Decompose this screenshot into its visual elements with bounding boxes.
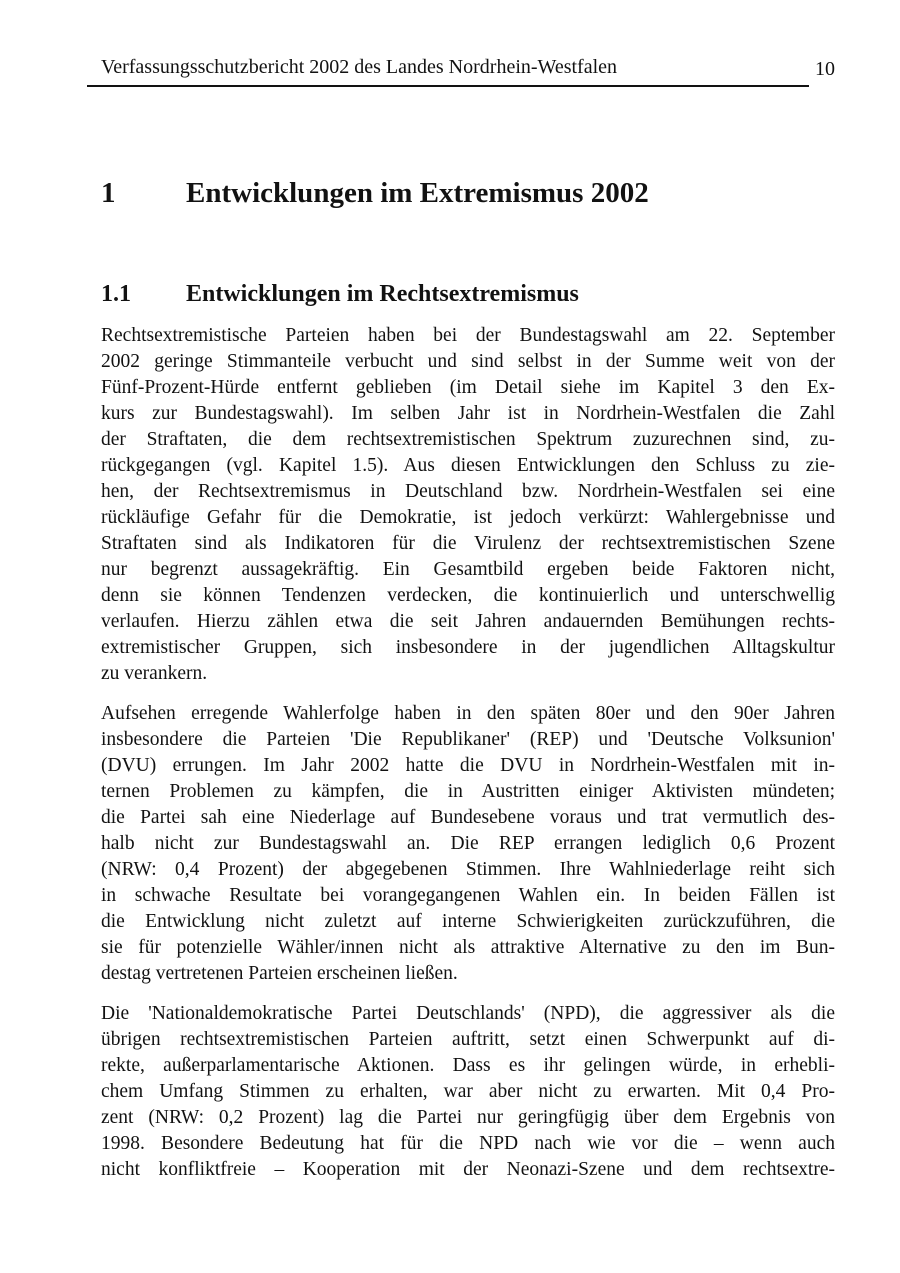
text-line: ternen Problemen zu kämpfen, die in Austritten einiger Aktivisten mündeten; <box>101 781 835 802</box>
text-line: rekte, außerparlamentarische Aktionen. Dass es ihr gelingen würde, in erhebli- <box>101 1055 835 1076</box>
text-line: Die 'Nationaldemokratische Partei Deutschlands' (NPD), die aggressiver als die <box>101 1003 835 1024</box>
text-line: sie für potenzielle Wähler/innen nicht als attraktive Alternative zu den im Bun- <box>101 937 835 958</box>
text-line: destag vertretenen Parteien erscheinen ließen. <box>101 963 458 984</box>
chapter-heading <box>101 175 835 211</box>
chapter-number: 1 <box>101 177 116 209</box>
text-line: (DVU) errungen. Im Jahr 2002 hatte die DVU in Nordrhein-Westfalen mit in- <box>101 755 835 776</box>
text-line: Straftaten sind als Indikatoren für die Virulenz der rechtsextremistischen Szene <box>101 533 835 554</box>
text-line: denn sie können Tendenzen verdecken, die kontinuierlich und unterschwellig <box>101 585 835 606</box>
text-line: insbesondere die Parteien 'Die Republikaner' (REP) und 'Deutsche Volksunion' <box>101 729 835 750</box>
text-line: Rechtsextremistische Parteien haben bei der Bundestagswahl am 22. September <box>101 325 835 346</box>
text-line: der Straftaten, die dem rechtsextremistischen Spektrum zuzurechnen sind, zu- <box>101 429 835 450</box>
text-line: zu verankern. <box>101 663 208 684</box>
text-line: Fünf-Prozent-Hürde entfernt geblieben (im Detail siehe im Kapitel 3 den Ex- <box>101 377 835 398</box>
body-paragraph-3 <box>101 1001 835 1183</box>
text-line: hen, der Rechtsextremismus in Deutschland bzw. Nordrhein-Westfalen sei eine <box>101 481 835 502</box>
text-line: verlaufen. Hierzu zählen etwa die seit Jahren andauernden Bemühungen rechts- <box>101 611 835 632</box>
page-header <box>101 55 835 87</box>
page-number: 10 <box>815 58 835 80</box>
body-paragraph-1 <box>101 323 835 687</box>
text-line: nur begrenzt aussagekräftig. Ein Gesamtbild ergeben beide Faktoren nicht, <box>101 559 835 580</box>
text-line: 1998. Besondere Bedeutung hat für die NPD nach wie vor die – wenn auch <box>101 1133 835 1154</box>
text-line: zent (NRW: 0,2 Prozent) lag die Partei nur geringfügig über dem Ergebnis von <box>101 1107 835 1128</box>
text-line: nicht konfliktfreie – Kooperation mit der Neonazi-Szene und dem rechtsextre- <box>101 1159 835 1180</box>
text-line: übrigen rechtsextremistischen Parteien auftritt, setzt einen Schwerpunkt auf di- <box>101 1029 835 1050</box>
body-paragraph-2 <box>101 701 835 987</box>
text-line: kurs zur Bundestagswahl). Im selben Jahr ist in Nordrhein-Westfalen die Zahl <box>101 403 835 424</box>
text-line: chem Umfang Stimmen zu erhalten, war aber nicht zu erwarten. Mit 0,4 Pro- <box>101 1081 835 1102</box>
section-heading <box>101 279 835 309</box>
text-line: halb nicht zur Bundestagswahl an. Die REP errangen lediglich 0,6 Prozent <box>101 833 835 854</box>
section-title: Entwicklungen im Rechtsextremismus <box>186 281 579 307</box>
text-line: die Entwicklung nicht zuletzt auf interne Schwierigkeiten zurückzuführen, die <box>101 911 835 932</box>
text-line: die Partei sah eine Niederlage auf Bundesebene voraus und trat vermutlich des- <box>101 807 835 828</box>
text-line: 2002 geringe Stimmanteile verbucht und sind selbst in der Summe weit von der <box>101 351 835 372</box>
text-line: extremistischer Gruppen, sich insbesondere in der jugendlichen Alltagskultur <box>101 637 835 658</box>
chapter-title: Entwicklungen im Extremismus 2002 <box>186 177 649 209</box>
text-line: Aufsehen erregende Wahlerfolge haben in den späten 80er und den 90er Jahren <box>101 703 835 724</box>
text-line: (NRW: 0,4 Prozent) der abgegebenen Stimmen. Ihre Wahlniederlage reiht sich <box>101 859 835 880</box>
text-line: rückläufige Gefahr für die Demokratie, ist jedoch verkürzt: Wahlergebnisse und <box>101 507 835 528</box>
text-line: in schwache Resultate bei vorangegangenen Wahlen ein. In beiden Fällen ist <box>101 885 835 906</box>
text-line: rückgegangen (vgl. Kapitel 1.5). Aus diesen Entwicklungen den Schluss zu zie- <box>101 455 835 476</box>
header-title: Verfassungsschutzbericht 2002 des Landes Nordrhein-Westfalen <box>87 55 809 87</box>
section-number: 1.1 <box>101 281 131 307</box>
